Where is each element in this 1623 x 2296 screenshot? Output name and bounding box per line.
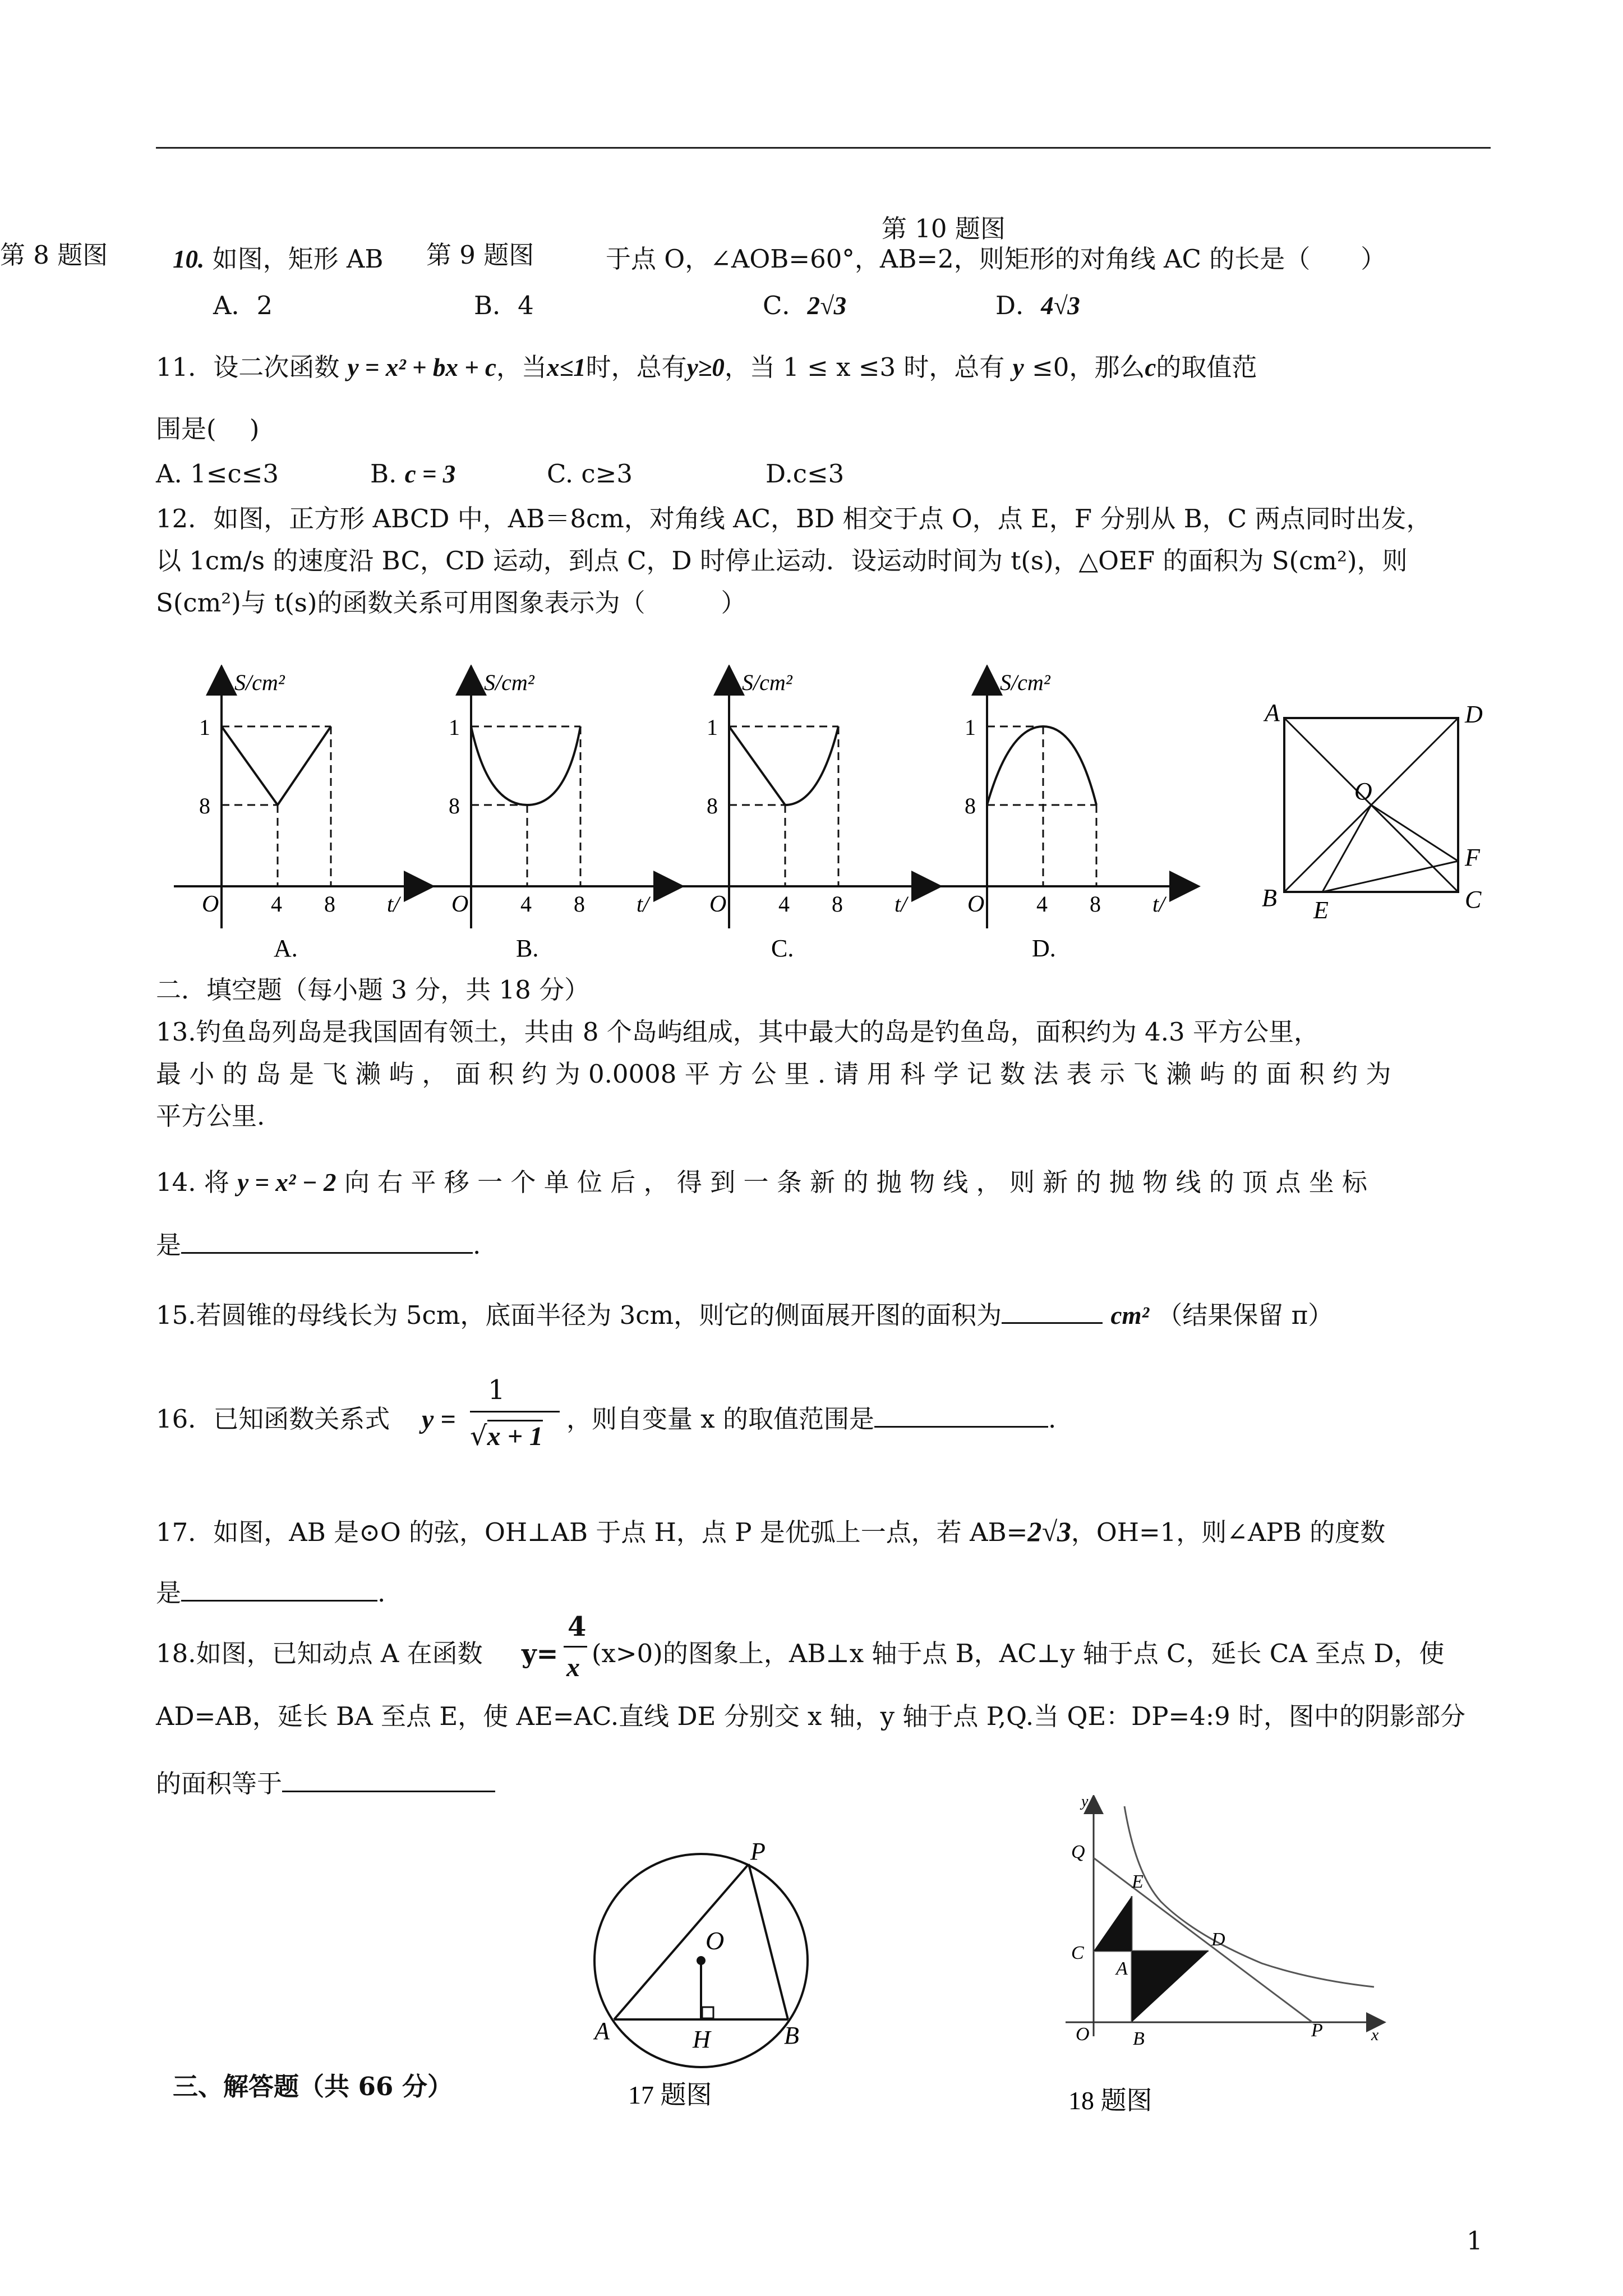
q10-number: 10.	[173, 245, 205, 273]
graph-c-origin: O	[709, 891, 727, 917]
square-abcd-figure	[1262, 699, 1483, 924]
q17-value: 2√3	[1027, 1516, 1071, 1547]
q11-option-c: C. c≥3	[547, 459, 633, 489]
q11-option-b	[370, 457, 455, 491]
square-label-b: B	[1262, 884, 1277, 912]
q17-line2	[156, 1576, 385, 1610]
q18-line3	[156, 1767, 495, 1801]
q18-line2: AD=AB，延长 BA 至点 E，使 AE=AC.直线 DE 分别交 x 轴，y 轴于点 P,Q.当 QE：DP=4:9 时，图中的阴影部分	[156, 1701, 1465, 1731]
q10-option-c-label: C．	[763, 291, 808, 320]
graph-a-xlabel: t/	[387, 891, 400, 917]
q16-text-b: ，则自变量 x 的取值范围是	[566, 1404, 874, 1434]
fig18-label-y: y	[1081, 1795, 1089, 1810]
fig18-label-d: D	[1211, 1929, 1225, 1950]
q14-answer-blank[interactable]	[181, 1230, 473, 1254]
fig18-label-x: x	[1371, 2026, 1379, 2044]
square-label-d: D	[1465, 701, 1483, 728]
q18-numerator: 4	[568, 1611, 587, 1642]
q14-text-c: 是	[156, 1230, 182, 1260]
graph-d-x1: 4	[1036, 891, 1048, 917]
q12-line2: 以 1cm/s 的速度沿 BC，CD 运动，到点 C，D 时停止运动．设运动时间为 t(s)，△OEF 的面积为 S(cm²)，则	[156, 546, 1408, 576]
q12-line3: S(cm²)与 t(s)的函数关系可用图象表示为（ ）	[156, 588, 746, 618]
q13-line2: 最 小 的 岛 是 飞 濑 屿 ， 面 积 约 为 0.0008 平 方 公 里 . 请 用 科 学 记 数 法 表 示 飞 濑 屿 的 面 积 约 为	[156, 1059, 1391, 1089]
q16-numerator: 1	[488, 1374, 505, 1406]
fig10-label: 第 10 题图	[882, 214, 1006, 243]
fig17-label-p: P	[750, 1838, 766, 1865]
graph-a-mid: 8	[199, 793, 210, 818]
q10-text-a: 如图，矩形 AB	[212, 244, 384, 274]
fig17-label-h: H	[693, 2026, 711, 2053]
section-2-title: 二．填空题（每小题 3 分，共 18 分）	[156, 975, 590, 1005]
q17-line1	[156, 1515, 1385, 1549]
graph-c-x1: 4	[778, 891, 790, 917]
graph-b-xlabel: t/	[637, 891, 649, 917]
graph-b-origin: O	[451, 891, 469, 917]
q10-text-b: 于点 O，∠AOB=60°，AB=2，则矩形的对角线 AC 的长是（ ）	[606, 244, 1386, 274]
q12-graphs	[163, 665, 1520, 979]
q16-fraction-bar	[470, 1411, 560, 1412]
q15-line	[156, 1299, 1333, 1332]
fig17-label-b: B	[784, 2022, 799, 2049]
q11-c-var: c	[1145, 353, 1156, 381]
graph-d-top: 1	[965, 715, 976, 740]
fig18-label-o: O	[1076, 2024, 1090, 2045]
graph-b-x1: 4	[520, 891, 532, 917]
fig9-label: 第 9 题图	[426, 238, 534, 272]
graph-c-x2: 8	[832, 891, 843, 917]
q12-line1: 12．如图，正方形 ABCD 中，AB＝8cm，对角线 AC，BD 相交于点 O，点 E，F 分别从 B，C 两点同时出发，	[156, 504, 1432, 533]
graph-d-origin: O	[967, 891, 985, 917]
q16-text-c: .	[1048, 1404, 1057, 1434]
square-label-e: E	[1313, 896, 1329, 924]
square-label-a: A	[1265, 699, 1280, 726]
fig17-label-a: A	[594, 2017, 610, 2045]
q10-option-a: A．2	[213, 291, 273, 320]
q14-text-a: 14. 将	[156, 1167, 229, 1197]
q16-answer-blank[interactable]	[874, 1404, 1048, 1428]
section-3-title: 三、解答题（共 66 分）	[173, 2072, 453, 2101]
q11-text-d: ，当 1 ≤ x ≤3 时，总有	[724, 352, 1005, 382]
q16-denominator-text: x + 1	[487, 1420, 543, 1451]
q18-answer-blank[interactable]	[282, 1768, 495, 1792]
q11-option-b-value: c = 3	[404, 460, 456, 488]
graph-c-ylabel: S/cm²	[742, 670, 792, 695]
fig17-caption: 17 题图	[628, 2081, 712, 2109]
q11-condition-2: y≥0	[686, 353, 725, 381]
q13-line3: 平方公里.	[156, 1101, 265, 1131]
q11-condition-3: y	[1012, 353, 1024, 381]
graph-a-origin: O	[202, 891, 219, 917]
graph-d-x2: 8	[1090, 891, 1101, 917]
q11-text-c: 时，总有	[585, 352, 687, 382]
graph-c-top: 1	[707, 715, 718, 740]
q14-equation: y = x² − 2	[237, 1168, 336, 1197]
square-label-o: O	[1354, 777, 1372, 805]
graph-a-ylabel: S/cm²	[234, 670, 285, 695]
header-rule	[156, 147, 1491, 149]
q16-line	[156, 1402, 390, 1436]
q17-text-b: ，OH=1，则∠APB 的度数	[1071, 1517, 1386, 1547]
q18-text-a: 18.如图，已知动点 A 在函数	[156, 1639, 483, 1668]
q18-fraction-bar	[564, 1646, 587, 1648]
graph-d-xlabel: t/	[1152, 891, 1165, 917]
q17-text-a: 17．如图，AB 是⊙O 的弦，OH⊥AB 于点 H，点 P 是优弧上一点，若 AB=	[156, 1517, 1028, 1547]
q11-text-a: 11．设二次函数	[156, 352, 340, 382]
q16-denominator	[470, 1419, 543, 1453]
graph-d-mid: 8	[965, 793, 976, 818]
q13-line1: 13.钓鱼岛列岛是我国固有领土，共由 8 个岛屿组成，其中最大的岛是钓鱼岛，面积约为 4.3 平方公里，	[156, 1017, 1319, 1047]
q10-option-d-label: D．	[995, 291, 1041, 320]
q10-option-d-value: 4√3	[1041, 292, 1080, 320]
graph-c	[681, 670, 934, 962]
question-11-line1	[156, 351, 1257, 384]
graph-a	[174, 670, 426, 962]
fig18-label-a: A	[1116, 1958, 1128, 1979]
figure-17	[583, 1798, 830, 2112]
q10-option-c-value: 2√3	[807, 292, 847, 320]
q17-text-c: 是	[156, 1578, 182, 1608]
graph-b-top: 1	[449, 715, 460, 740]
q14-text-b: 向 右 平 移 一 个 单 位 后 ， 得 到 一 条 新 的 抛 物 线 ， 则 新 的 抛 物 线 的 顶 点 坐 标	[344, 1167, 1368, 1197]
q17-text-d: .	[377, 1578, 386, 1608]
graph-b-x2: 8	[574, 891, 585, 917]
q11-text-f: 的取值范	[1156, 352, 1257, 382]
question-11-line2: 围是( )	[156, 414, 260, 444]
graph-a-caption: A.	[274, 935, 298, 962]
q14-text-d: .	[473, 1230, 481, 1260]
graph-c-mid: 8	[707, 793, 718, 818]
q10-option-d	[995, 289, 1080, 323]
q18-text-b: (x>0)的图象上，AB⊥x 轴于点 B，AC⊥y 轴于点 C，延长 CA 至点 D，使	[592, 1639, 1445, 1668]
q18-denominator	[566, 1650, 580, 1685]
graph-d-ylabel: S/cm²	[1000, 670, 1050, 695]
q11-option-a: A. 1≤c≤3	[156, 459, 279, 489]
graph-b	[423, 670, 676, 962]
q14-line1	[156, 1166, 1367, 1199]
fig18-label-b: B	[1133, 2028, 1145, 2049]
fig18-label-p: P	[1311, 2020, 1323, 2041]
square-label-c: C	[1465, 886, 1482, 913]
q16-y-label: y =	[422, 1405, 456, 1434]
figure-18	[1049, 1795, 1396, 2115]
graph-d-caption: D.	[1032, 935, 1056, 962]
q11-condition-1: x≤1	[546, 353, 586, 381]
q10-option-b: B．4	[474, 291, 534, 320]
q11-option-d: D.c≤3	[766, 459, 845, 489]
q10-option-c	[763, 289, 846, 323]
fig17-label-o: O	[706, 1926, 725, 1955]
q18-text-c: 的面积等于	[156, 1769, 283, 1798]
graph-c-xlabel: t/	[895, 891, 907, 917]
graph-a-x2: 8	[324, 891, 335, 917]
q15-unit: cm²	[1110, 1301, 1149, 1329]
q11-equation: y = x² + bx + c	[347, 353, 496, 381]
q16-line-rest	[566, 1402, 1056, 1436]
q18-y: y=	[522, 1639, 559, 1669]
graph-d	[939, 670, 1192, 962]
q15-text-b: （结果保留 π）	[1157, 1300, 1334, 1330]
square-label-f: F	[1465, 844, 1480, 871]
graph-b-mid: 8	[449, 793, 460, 818]
fig18-caption: 18 题图	[1068, 2086, 1152, 2115]
graph-b-ylabel: S/cm²	[484, 670, 534, 695]
q11-option-b-label: B.	[370, 459, 397, 489]
fig18-label-q: Q	[1071, 1842, 1085, 1862]
graph-a-x1: 4	[271, 891, 282, 917]
q11-text-e: ≤0，那么	[1032, 352, 1145, 382]
question-10	[173, 242, 383, 276]
q16-y	[422, 1402, 456, 1437]
graph-a-top: 1	[199, 715, 210, 740]
page-number: 1	[1467, 2226, 1483, 2256]
fig8-label: 第 8 题图	[0, 240, 108, 270]
graph-c-caption: C.	[771, 935, 794, 962]
fig18-label-c: C	[1071, 1943, 1084, 1963]
q17-answer-blank[interactable]	[181, 1577, 377, 1602]
sqrt-icon: √	[470, 1420, 487, 1452]
fig18-label-e: E	[1132, 1871, 1144, 1892]
q18-denominator-text: x	[566, 1653, 580, 1682]
q11-text-b: ，当	[496, 352, 547, 382]
graph-b-caption: B.	[516, 935, 539, 962]
q16-text-a: 16．已知函数关系式	[156, 1404, 390, 1434]
q15-answer-blank[interactable]	[1002, 1300, 1103, 1324]
q14-line2	[156, 1228, 481, 1262]
q15-text-a: 15.若圆锥的母线长为 5cm，底面半径为 3cm，则它的侧面展开图的面积为	[156, 1300, 1002, 1330]
